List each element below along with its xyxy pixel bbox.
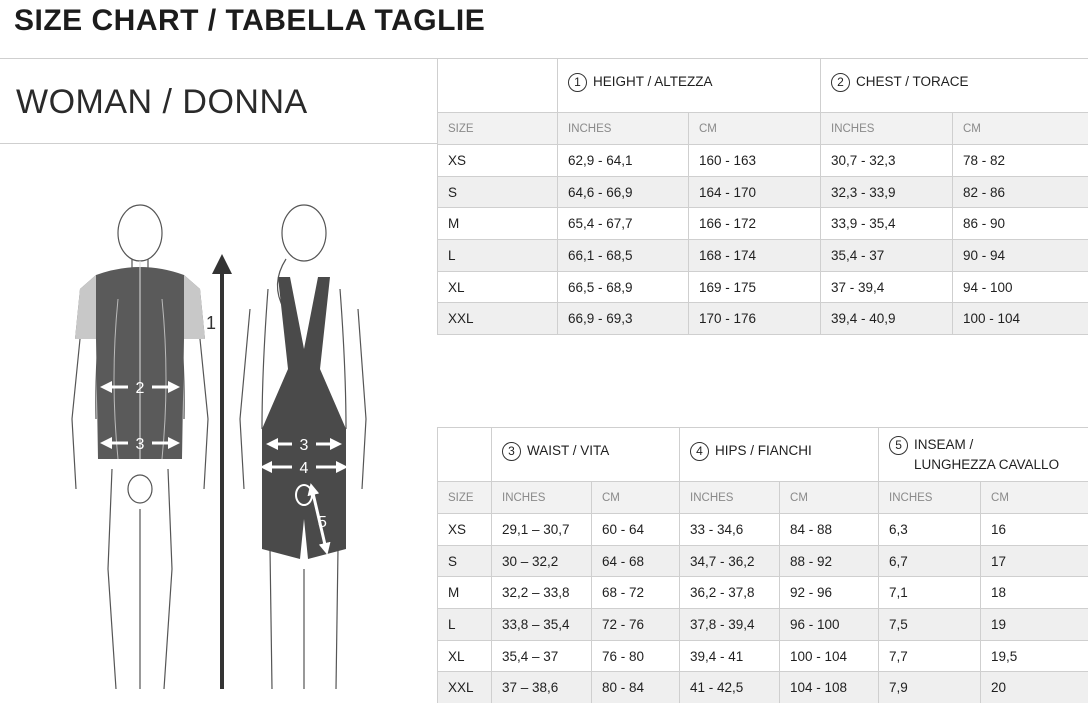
group-header-inseam	[879, 428, 1088, 482]
table-row	[438, 303, 1088, 335]
col-cm: CM	[953, 113, 1088, 145]
cell: 66,1 - 68,5	[558, 240, 689, 272]
cell: 33,8 – 35,4	[492, 609, 592, 641]
number-badge: 2	[831, 73, 850, 92]
group-label: HIPS / FIANCHI	[715, 443, 812, 458]
height-chest-table	[437, 58, 1088, 335]
table-row	[438, 176, 1088, 208]
height-arrow	[206, 264, 222, 689]
cell: 90 - 94	[953, 240, 1088, 272]
cell: 6,3	[879, 514, 981, 546]
col-cm: CM	[780, 482, 879, 514]
cell: M	[438, 208, 558, 240]
table-row	[438, 640, 1088, 672]
table-row	[438, 240, 1088, 272]
cell: 94 - 100	[953, 271, 1088, 303]
cell: XXL	[438, 303, 558, 335]
cell: 92 - 96	[780, 577, 879, 609]
divider	[0, 143, 437, 144]
cell: 88 - 92	[780, 545, 879, 577]
cell: 104 - 108	[780, 672, 879, 703]
table-row	[438, 672, 1088, 703]
number-badge: 5	[889, 436, 908, 455]
col-cm: CM	[689, 113, 821, 145]
cell: 76 - 80	[592, 640, 680, 672]
cell: 164 - 170	[689, 176, 821, 208]
cell: XS	[438, 514, 492, 546]
group-header-height	[558, 59, 821, 113]
cell: 86 - 90	[953, 208, 1088, 240]
section-title: WOMAN / DONNA	[16, 83, 308, 121]
table-row	[438, 145, 1088, 177]
group-header-hips	[680, 428, 879, 482]
cell: 33,9 - 35,4	[821, 208, 953, 240]
cell: 32,3 - 33,9	[821, 176, 953, 208]
group-label: CHEST / TORACE	[856, 74, 969, 89]
blank-cell	[438, 428, 492, 482]
table-row	[438, 271, 1088, 303]
cell: 100 - 104	[780, 640, 879, 672]
cell: S	[438, 176, 558, 208]
group-label-line2: LUNGHEZZA CAVALLO	[914, 457, 1060, 472]
cell: 72 - 76	[592, 609, 680, 641]
group-label: INSEAM /	[914, 437, 974, 452]
woman-panel	[0, 58, 437, 700]
table-header-row	[438, 428, 1088, 482]
cell: M	[438, 577, 492, 609]
svg-text:3: 3	[299, 437, 309, 454]
cell: 30,7 - 32,3	[821, 145, 953, 177]
cell: 35,4 – 37	[492, 640, 592, 672]
cell: 17	[981, 545, 1088, 577]
cell: 100 - 104	[953, 303, 1088, 335]
cell: 29,1 – 30,7	[492, 514, 592, 546]
cell: 160 - 163	[689, 145, 821, 177]
back-bibshorts	[262, 277, 346, 559]
svg-text:1: 1	[206, 313, 217, 333]
cell: 18	[981, 577, 1088, 609]
cell: 166 - 172	[689, 208, 821, 240]
cell: 7,1	[879, 577, 981, 609]
cell: S	[438, 545, 492, 577]
cell: 34,7 - 36,2	[680, 545, 780, 577]
cell: 30 – 32,2	[492, 545, 592, 577]
number-badge: 4	[690, 442, 709, 461]
svg-text:3: 3	[135, 436, 145, 453]
cell: 36,2 - 37,8	[680, 577, 780, 609]
cell: 66,5 - 68,9	[558, 271, 689, 303]
col-inches: INCHES	[680, 482, 780, 514]
table-subheader-row	[438, 113, 1088, 145]
cell: 169 - 175	[689, 271, 821, 303]
cell: 20	[981, 672, 1088, 703]
cell: 60 - 64	[592, 514, 680, 546]
cell: 96 - 100	[780, 609, 879, 641]
cell: 35,4 - 37	[821, 240, 953, 272]
cell: 41 - 42,5	[680, 672, 780, 703]
cell: 37 - 39,4	[821, 271, 953, 303]
cell: L	[438, 240, 558, 272]
cell: 7,5	[879, 609, 981, 641]
cell: 16	[981, 514, 1088, 546]
cell: XL	[438, 640, 492, 672]
cell: 32,2 – 33,8	[492, 577, 592, 609]
table-row	[438, 609, 1088, 641]
cell: L	[438, 609, 492, 641]
col-cm: CM	[981, 482, 1088, 514]
cell: XXL	[438, 672, 492, 703]
cell: 62,9 - 64,1	[558, 145, 689, 177]
cell: 68 - 72	[592, 577, 680, 609]
cell: 19,5	[981, 640, 1088, 672]
svg-text:4: 4	[299, 460, 309, 477]
table-row	[438, 208, 1088, 240]
cell: 6,7	[879, 545, 981, 577]
table-row	[438, 545, 1088, 577]
group-label: WAIST / VITA	[527, 443, 610, 458]
table-row	[438, 577, 1088, 609]
cell: 7,7	[879, 640, 981, 672]
cell: 39,4 - 41	[680, 640, 780, 672]
col-cm: CM	[592, 482, 680, 514]
table-row	[438, 514, 1088, 546]
cell: 39,4 - 40,9	[821, 303, 953, 335]
body-measurement-figures	[0, 189, 437, 689]
cell: 82 - 86	[953, 176, 1088, 208]
svg-text:2: 2	[135, 380, 145, 397]
col-size: SIZE	[438, 482, 492, 514]
cell: XS	[438, 145, 558, 177]
cell: 64 - 68	[592, 545, 680, 577]
number-badge: 1	[568, 73, 587, 92]
cell: 7,9	[879, 672, 981, 703]
cell: 65,4 - 67,7	[558, 208, 689, 240]
cell: 66,9 - 69,3	[558, 303, 689, 335]
cell: 37 – 38,6	[492, 672, 592, 703]
cell: 78 - 82	[953, 145, 1088, 177]
group-header-chest	[821, 59, 1088, 113]
number-badge: 3	[502, 442, 521, 461]
group-label: HEIGHT / ALTEZZA	[593, 74, 713, 89]
cell: XL	[438, 271, 558, 303]
waist-hips-inseam-table	[437, 427, 1088, 703]
col-inches: INCHES	[879, 482, 981, 514]
cell: 80 - 84	[592, 672, 680, 703]
cell: 84 - 88	[780, 514, 879, 546]
table-subheader-row	[438, 482, 1088, 514]
front-jersey	[75, 261, 205, 459]
cell: 19	[981, 609, 1088, 641]
group-header-waist	[492, 428, 680, 482]
col-inches: INCHES	[821, 113, 953, 145]
col-inches: INCHES	[492, 482, 592, 514]
cell: 170 - 176	[689, 303, 821, 335]
cell: 33 - 34,6	[680, 514, 780, 546]
col-inches: INCHES	[558, 113, 689, 145]
cell: 37,8 - 39,4	[680, 609, 780, 641]
page-title: SIZE CHART / TABELLA TAGLIE	[14, 4, 486, 37]
cell: 64,6 - 66,9	[558, 176, 689, 208]
blank-cell	[438, 59, 558, 113]
table-header-row	[438, 59, 1088, 113]
col-size: SIZE	[438, 113, 558, 145]
cell: 168 - 174	[689, 240, 821, 272]
svg-text:5: 5	[318, 514, 327, 531]
